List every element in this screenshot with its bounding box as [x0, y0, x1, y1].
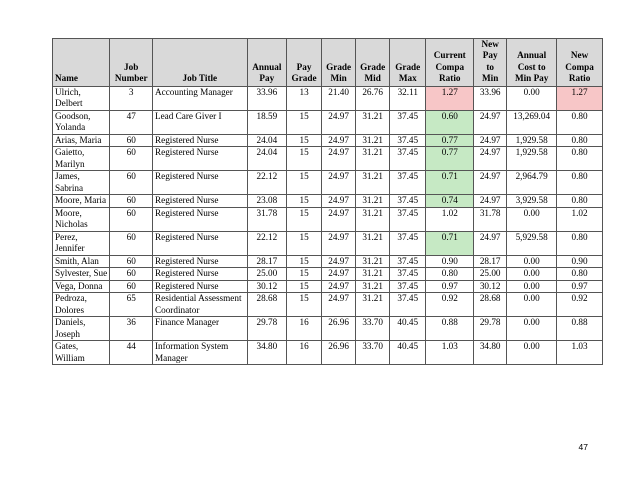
cell-new-pay-to-min: 31.78	[474, 207, 507, 231]
cell-job-title: Registered Nurse	[152, 268, 247, 281]
cell-job-title: Lead Care Giver I	[152, 110, 247, 134]
cell-grade-min: 24.97	[322, 134, 356, 147]
cell-grade-mid: 31.21	[356, 110, 390, 134]
cell-grade-min: 24.97	[322, 280, 356, 293]
cell-grade-mid: 31.21	[356, 134, 390, 147]
cell-pay-grade: 15	[287, 195, 322, 208]
cell-new-compa-ratio: 1.02	[557, 207, 603, 231]
cell-annual-cost-to-min-pay: 0.00	[507, 317, 557, 341]
cell-pay-grade: 15	[287, 268, 322, 281]
cell-current-compa-ratio: 0.71	[426, 231, 474, 255]
cell-annual-pay: 25.00	[247, 268, 286, 281]
table-row	[53, 171, 603, 195]
cell-grade-min: 24.97	[322, 231, 356, 255]
table-row	[53, 147, 603, 171]
cell-grade-mid: 33.70	[356, 341, 390, 365]
cell-grade-max: 40.45	[390, 341, 426, 365]
cell-current-compa-ratio: 0.77	[426, 134, 474, 147]
cell-current-compa-ratio: 0.60	[426, 110, 474, 134]
cell-job-number: 60	[110, 171, 153, 195]
cell-grade-max: 37.45	[390, 255, 426, 268]
cell-new-compa-ratio: 1.27	[557, 86, 603, 110]
page-number: 47	[578, 442, 588, 452]
table-row	[53, 231, 603, 255]
cell-current-compa-ratio: 0.80	[426, 268, 474, 281]
cell-grade-min: 21.40	[322, 86, 356, 110]
cell-grade-min: 26.96	[322, 317, 356, 341]
cell-current-compa-ratio: 1.27	[426, 86, 474, 110]
cell-grade-mid: 31.21	[356, 255, 390, 268]
cell-annual-pay: 22.12	[247, 231, 286, 255]
column-header-new-compa-ratio: New Compa Ratio	[557, 39, 603, 87]
cell-employee-name: Gaietto, Marilyn	[53, 147, 110, 171]
cell-employee-name: Arias, Maria	[53, 134, 110, 147]
cell-new-pay-to-min: 25.00	[474, 268, 507, 281]
cell-annual-pay: 18.59	[247, 110, 286, 134]
cell-annual-cost-to-min-pay: 0.00	[507, 255, 557, 268]
cell-new-pay-to-min: 24.97	[474, 134, 507, 147]
cell-annual-cost-to-min-pay: 5,929.58	[507, 231, 557, 255]
cell-grade-max: 37.45	[390, 195, 426, 208]
cell-new-compa-ratio: 0.80	[557, 110, 603, 134]
cell-job-number: 60	[110, 195, 153, 208]
cell-job-title: Accounting Manager	[152, 86, 247, 110]
table-row	[53, 293, 603, 317]
cell-new-compa-ratio: 0.80	[557, 268, 603, 281]
cell-job-number: 36	[110, 317, 153, 341]
cell-annual-pay: 33.96	[247, 86, 286, 110]
cell-job-number: 60	[110, 268, 153, 281]
column-header-name: Name	[53, 39, 110, 87]
cell-job-title: Registered Nurse	[152, 171, 247, 195]
cell-grade-mid: 31.21	[356, 268, 390, 281]
cell-job-number: 60	[110, 280, 153, 293]
cell-pay-grade: 15	[287, 207, 322, 231]
cell-grade-mid: 33.70	[356, 317, 390, 341]
cell-current-compa-ratio: 0.88	[426, 317, 474, 341]
cell-new-compa-ratio: 0.97	[557, 280, 603, 293]
cell-job-title: Registered Nurse	[152, 147, 247, 171]
table-row	[53, 317, 603, 341]
table-row	[53, 207, 603, 231]
cell-employee-name: Perez, Jennifer	[53, 231, 110, 255]
cell-employee-name: Goodson, Yolanda	[53, 110, 110, 134]
cell-grade-min: 24.97	[322, 255, 356, 268]
cell-new-pay-to-min: 34.80	[474, 341, 507, 365]
cell-annual-cost-to-min-pay: 0.00	[507, 280, 557, 293]
cell-annual-pay: 31.78	[247, 207, 286, 231]
cell-pay-grade: 15	[287, 171, 322, 195]
table-row	[53, 255, 603, 268]
table-row	[53, 134, 603, 147]
cell-new-pay-to-min: 24.97	[474, 147, 507, 171]
cell-new-compa-ratio: 0.80	[557, 171, 603, 195]
cell-new-pay-to-min: 30.12	[474, 280, 507, 293]
cell-job-number: 60	[110, 134, 153, 147]
table-row	[53, 195, 603, 208]
cell-grade-mid: 31.21	[356, 195, 390, 208]
cell-annual-cost-to-min-pay: 1,929.58	[507, 147, 557, 171]
cell-annual-pay: 24.04	[247, 134, 286, 147]
cell-employee-name: Ulrich, Delbert	[53, 86, 110, 110]
cell-annual-cost-to-min-pay: 0.00	[507, 293, 557, 317]
cell-grade-max: 32.11	[390, 86, 426, 110]
cell-annual-cost-to-min-pay: 0.00	[507, 207, 557, 231]
cell-annual-pay: 22.12	[247, 171, 286, 195]
cell-new-pay-to-min: 24.97	[474, 110, 507, 134]
cell-new-compa-ratio: 0.80	[557, 231, 603, 255]
cell-current-compa-ratio: 0.92	[426, 293, 474, 317]
cell-job-number: 60	[110, 255, 153, 268]
cell-new-pay-to-min: 24.97	[474, 171, 507, 195]
cell-grade-min: 24.97	[322, 110, 356, 134]
cell-grade-mid: 31.21	[356, 280, 390, 293]
cell-grade-max: 37.45	[390, 280, 426, 293]
cell-grade-mid: 31.21	[356, 207, 390, 231]
cell-pay-grade: 15	[287, 280, 322, 293]
cell-current-compa-ratio: 0.74	[426, 195, 474, 208]
cell-grade-mid: 31.21	[356, 171, 390, 195]
cell-employee-name: Gates, William	[53, 341, 110, 365]
header-row	[53, 39, 603, 87]
cell-annual-pay: 23.08	[247, 195, 286, 208]
cell-annual-cost-to-min-pay: 0.00	[507, 341, 557, 365]
cell-grade-min: 24.97	[322, 147, 356, 171]
cell-job-title: Registered Nurse	[152, 207, 247, 231]
cell-grade-mid: 31.21	[356, 231, 390, 255]
cell-annual-pay: 30.12	[247, 280, 286, 293]
column-header-grade-min: Grade Min	[322, 39, 356, 87]
cell-annual-pay: 28.68	[247, 293, 286, 317]
cell-annual-cost-to-min-pay: 3,929.58	[507, 195, 557, 208]
cell-grade-max: 40.45	[390, 317, 426, 341]
cell-new-pay-to-min: 28.17	[474, 255, 507, 268]
cell-job-title: Registered Nurse	[152, 280, 247, 293]
column-header-job-number: Job Number	[110, 39, 153, 87]
cell-annual-cost-to-min-pay: 0.00	[507, 86, 557, 110]
cell-pay-grade: 15	[287, 231, 322, 255]
cell-grade-min: 24.97	[322, 293, 356, 317]
cell-new-compa-ratio: 0.90	[557, 255, 603, 268]
cell-grade-max: 37.45	[390, 134, 426, 147]
cell-pay-grade: 15	[287, 110, 322, 134]
cell-current-compa-ratio: 1.03	[426, 341, 474, 365]
cell-annual-pay: 24.04	[247, 147, 286, 171]
cell-job-title: Registered Nurse	[152, 255, 247, 268]
cell-new-pay-to-min: 24.97	[474, 195, 507, 208]
cell-new-pay-to-min: 24.97	[474, 231, 507, 255]
cell-new-pay-to-min: 29.78	[474, 317, 507, 341]
cell-current-compa-ratio: 1.02	[426, 207, 474, 231]
cell-job-number: 60	[110, 147, 153, 171]
cell-grade-max: 37.45	[390, 171, 426, 195]
cell-new-pay-to-min: 33.96	[474, 86, 507, 110]
pay-table	[52, 38, 603, 365]
column-header-job-title: Job Title	[152, 39, 247, 87]
cell-annual-cost-to-min-pay: 1,929.58	[507, 134, 557, 147]
cell-grade-min: 24.97	[322, 171, 356, 195]
cell-job-title: Registered Nurse	[152, 231, 247, 255]
column-header-pay-grade: Pay Grade	[287, 39, 322, 87]
cell-job-title: Finance Manager	[152, 317, 247, 341]
cell-employee-name: Moore, Nicholas	[53, 207, 110, 231]
cell-annual-pay: 34.80	[247, 341, 286, 365]
cell-grade-max: 37.45	[390, 231, 426, 255]
cell-job-number: 47	[110, 110, 153, 134]
cell-employee-name: Smith, Alan	[53, 255, 110, 268]
cell-employee-name: Daniels, Joseph	[53, 317, 110, 341]
cell-annual-cost-to-min-pay: 0.00	[507, 268, 557, 281]
cell-job-title: Information System Manager	[152, 341, 247, 365]
cell-job-title: Registered Nurse	[152, 195, 247, 208]
cell-new-compa-ratio: 0.92	[557, 293, 603, 317]
cell-current-compa-ratio: 0.90	[426, 255, 474, 268]
cell-job-number: 60	[110, 231, 153, 255]
cell-new-compa-ratio: 1.03	[557, 341, 603, 365]
cell-annual-cost-to-min-pay: 2,964.79	[507, 171, 557, 195]
cell-pay-grade: 15	[287, 255, 322, 268]
cell-grade-max: 37.45	[390, 293, 426, 317]
cell-employee-name: James, Sabrina	[53, 171, 110, 195]
column-header-new-pay-to-min: New Pay to Min	[474, 39, 507, 87]
cell-job-number: 60	[110, 207, 153, 231]
cell-employee-name: Vega, Donna	[53, 280, 110, 293]
cell-grade-min: 24.97	[322, 268, 356, 281]
cell-grade-mid: 31.21	[356, 293, 390, 317]
column-header-annual-cost-to-min-pay: Annual Cost to Min Pay	[507, 39, 557, 87]
cell-employee-name: Moore, Maria	[53, 195, 110, 208]
table-row	[53, 86, 603, 110]
cell-current-compa-ratio: 0.97	[426, 280, 474, 293]
table-body	[53, 86, 603, 365]
cell-pay-grade: 15	[287, 147, 322, 171]
cell-grade-min: 24.97	[322, 195, 356, 208]
column-header-grade-mid: Grade Mid	[356, 39, 390, 87]
table-row	[53, 268, 603, 281]
cell-new-compa-ratio: 0.80	[557, 147, 603, 171]
cell-current-compa-ratio: 0.71	[426, 171, 474, 195]
cell-new-compa-ratio: 0.80	[557, 195, 603, 208]
cell-grade-mid: 26.76	[356, 86, 390, 110]
cell-grade-min: 24.97	[322, 207, 356, 231]
column-header-current-compa-ratio: Current Compa Ratio	[426, 39, 474, 87]
cell-new-compa-ratio: 0.80	[557, 134, 603, 147]
cell-grade-mid: 31.21	[356, 147, 390, 171]
cell-grade-max: 37.45	[390, 110, 426, 134]
cell-current-compa-ratio: 0.77	[426, 147, 474, 171]
cell-employee-name: Sylvester, Sue	[53, 268, 110, 281]
cell-pay-grade: 15	[287, 293, 322, 317]
cell-grade-min: 26.96	[322, 341, 356, 365]
cell-job-number: 44	[110, 341, 153, 365]
cell-grade-max: 37.45	[390, 147, 426, 171]
cell-annual-cost-to-min-pay: 13,269.04	[507, 110, 557, 134]
cell-job-number: 65	[110, 293, 153, 317]
column-header-annual-pay: Annual Pay	[247, 39, 286, 87]
table-row	[53, 280, 603, 293]
cell-employee-name: Pedroza, Dolores	[53, 293, 110, 317]
cell-job-title: Registered Nurse	[152, 134, 247, 147]
table-row	[53, 341, 603, 365]
cell-grade-max: 37.45	[390, 268, 426, 281]
table-row	[53, 110, 603, 134]
cell-new-pay-to-min: 28.68	[474, 293, 507, 317]
cell-annual-pay: 28.17	[247, 255, 286, 268]
cell-pay-grade: 16	[287, 341, 322, 365]
cell-new-compa-ratio: 0.88	[557, 317, 603, 341]
cell-grade-max: 37.45	[390, 207, 426, 231]
cell-job-title: Residential Assessment Coordinator	[152, 293, 247, 317]
cell-pay-grade: 16	[287, 317, 322, 341]
column-header-grade-max: Grade Max	[390, 39, 426, 87]
cell-annual-pay: 29.78	[247, 317, 286, 341]
cell-pay-grade: 15	[287, 134, 322, 147]
cell-job-number: 3	[110, 86, 153, 110]
cell-pay-grade: 13	[287, 86, 322, 110]
